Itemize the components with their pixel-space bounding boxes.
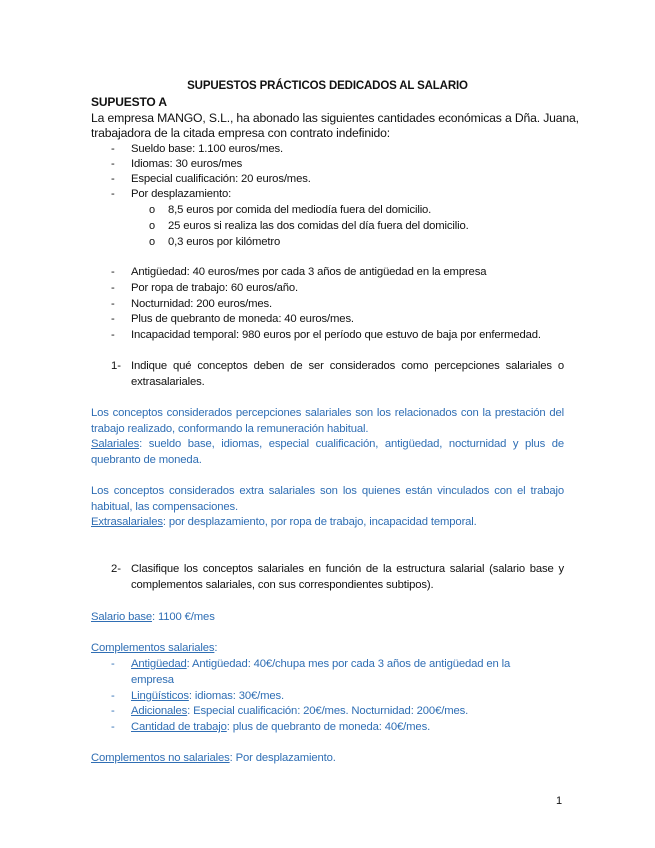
sub-list-item: 8,5 euros por comida del mediodía fuera del domicilio. xyxy=(168,204,432,216)
list-item: Idiomas: 30 euros/mes xyxy=(131,158,243,170)
list-item: Por ropa de trabajo: 60 euros/año. xyxy=(131,282,298,294)
complemento-text: : Antigüedad: 40€/chupa mes por cada 3 años de antigüedad en la xyxy=(186,658,511,670)
sub-bullet: o xyxy=(149,220,156,232)
complemento-label: Lingüísticos xyxy=(131,690,189,702)
salariales-label: Salariales xyxy=(91,438,140,450)
intro-line-1: La empresa MANGO, S.L., ha abonado las siguientes cantidades económicas a Dña. Juana, xyxy=(91,111,579,125)
list-dash: - xyxy=(111,658,115,670)
list-dash: - xyxy=(111,158,115,170)
list-dash: - xyxy=(111,266,115,278)
sub-list-item: 0,3 euros por kilómetro xyxy=(168,236,281,248)
extrasalariales-text: : por desplazamiento, por ropa de trabajo, incapacidad temporal. xyxy=(162,516,477,528)
complementos-colon: : xyxy=(214,642,218,654)
complementos-label: Complementos salariales xyxy=(91,642,215,654)
list-dash: - xyxy=(111,188,115,200)
list-dash: - xyxy=(111,143,115,155)
list-dash: - xyxy=(111,313,115,325)
list-dash: - xyxy=(111,298,115,310)
intro-line-2: trabajadora de la citada empresa con contrato indefinido: xyxy=(91,126,391,140)
question-1-text: Indique qué conceptos deben de ser considerados como percepciones salariales o extrasalariales. xyxy=(131,360,564,388)
complemento-text: : plus de quebranto de moneda: 40€/mes. xyxy=(226,721,431,733)
salariales-text: : sueldo base, idiomas, especial cualificación, antigüedad, nocturnidad y plus de quebranto de moneda. xyxy=(91,438,564,466)
question-1-number: 1- xyxy=(111,360,122,372)
list-dash: - xyxy=(111,705,115,717)
list-dash: - xyxy=(111,282,115,294)
complemento-text: : idiomas: 30€/mes. xyxy=(188,690,284,702)
list-dash: - xyxy=(111,690,115,702)
answer-1-paragraph-1: Los conceptos considerados percepciones salariales son los relacionados con la prestación del trabajo realizado, conformando la remuneración habitual. xyxy=(91,407,564,435)
list-item: Nocturnidad: 200 euros/mes. xyxy=(131,298,273,310)
sub-bullet: o xyxy=(149,236,156,248)
complemento-item xyxy=(131,704,468,719)
complemento-label: Adicionales xyxy=(131,705,188,717)
answer-1-salariales xyxy=(91,437,564,468)
sub-list-item: 25 euros si realiza las dos comidas del día fuera del domicilio. xyxy=(168,220,469,232)
no-salariales-label: Complementos no salariales xyxy=(91,752,230,764)
complemento-item xyxy=(131,689,284,704)
list-dash: - xyxy=(111,173,115,185)
answer-1-extrasalariales xyxy=(91,515,477,530)
list-item: Incapacidad temporal: 980 euros por el período que estuvo de baja por enfermedad. xyxy=(131,329,541,341)
salario-base-value: : 1100 €/mes xyxy=(152,611,215,623)
supuesto-heading: SUPUESTO A xyxy=(91,95,167,109)
complemento-label: Cantidad de trabajo xyxy=(131,721,227,733)
complementos-no-salariales xyxy=(91,751,336,766)
list-item: Por desplazamiento: xyxy=(131,188,232,200)
complemento-item-continuation: empresa xyxy=(131,674,174,686)
complemento-item xyxy=(131,657,564,673)
question-2-text: Clasifique los conceptos salariales en función de la estructura salarial (salario base y complementos salariales, con sus correspondientes subtipos). xyxy=(131,563,564,591)
no-salariales-text: : Por desplazamiento. xyxy=(229,752,336,764)
salario-base-line xyxy=(91,610,215,625)
salario-base-label: Salario base xyxy=(91,611,153,623)
page-number: 1 xyxy=(556,795,563,807)
complemento-item xyxy=(131,720,430,735)
list-item: Antigüedad: 40 euros/mes por cada 3 años de antigüedad en la empresa xyxy=(131,266,487,278)
list-item: Plus de quebranto de moneda: 40 euros/mes. xyxy=(131,313,354,325)
answer-1-paragraph-2: Los conceptos considerados extra salariales son los quienes están vinculados con el trabajo habitual, las compensaciones. xyxy=(91,485,564,513)
list-item: Sueldo base: 1.100 euros/mes. xyxy=(131,143,284,155)
page-title: SUPUESTOS PRÁCTICOS DEDICADOS AL SALARIO xyxy=(187,80,468,92)
complementos-heading xyxy=(91,641,217,656)
question-2-number: 2- xyxy=(111,563,122,575)
complemento-label: Antigüedad xyxy=(131,658,187,670)
sub-bullet: o xyxy=(149,204,156,216)
list-dash: - xyxy=(111,721,115,733)
extrasalariales-label: Extrasalariales xyxy=(91,516,163,528)
list-item: Especial cualificación: 20 euros/mes. xyxy=(131,173,311,185)
complemento-text: : Especial cualificación: 20€/mes. Nocturnidad: 200€/mes. xyxy=(187,705,469,717)
list-dash: - xyxy=(111,329,115,341)
